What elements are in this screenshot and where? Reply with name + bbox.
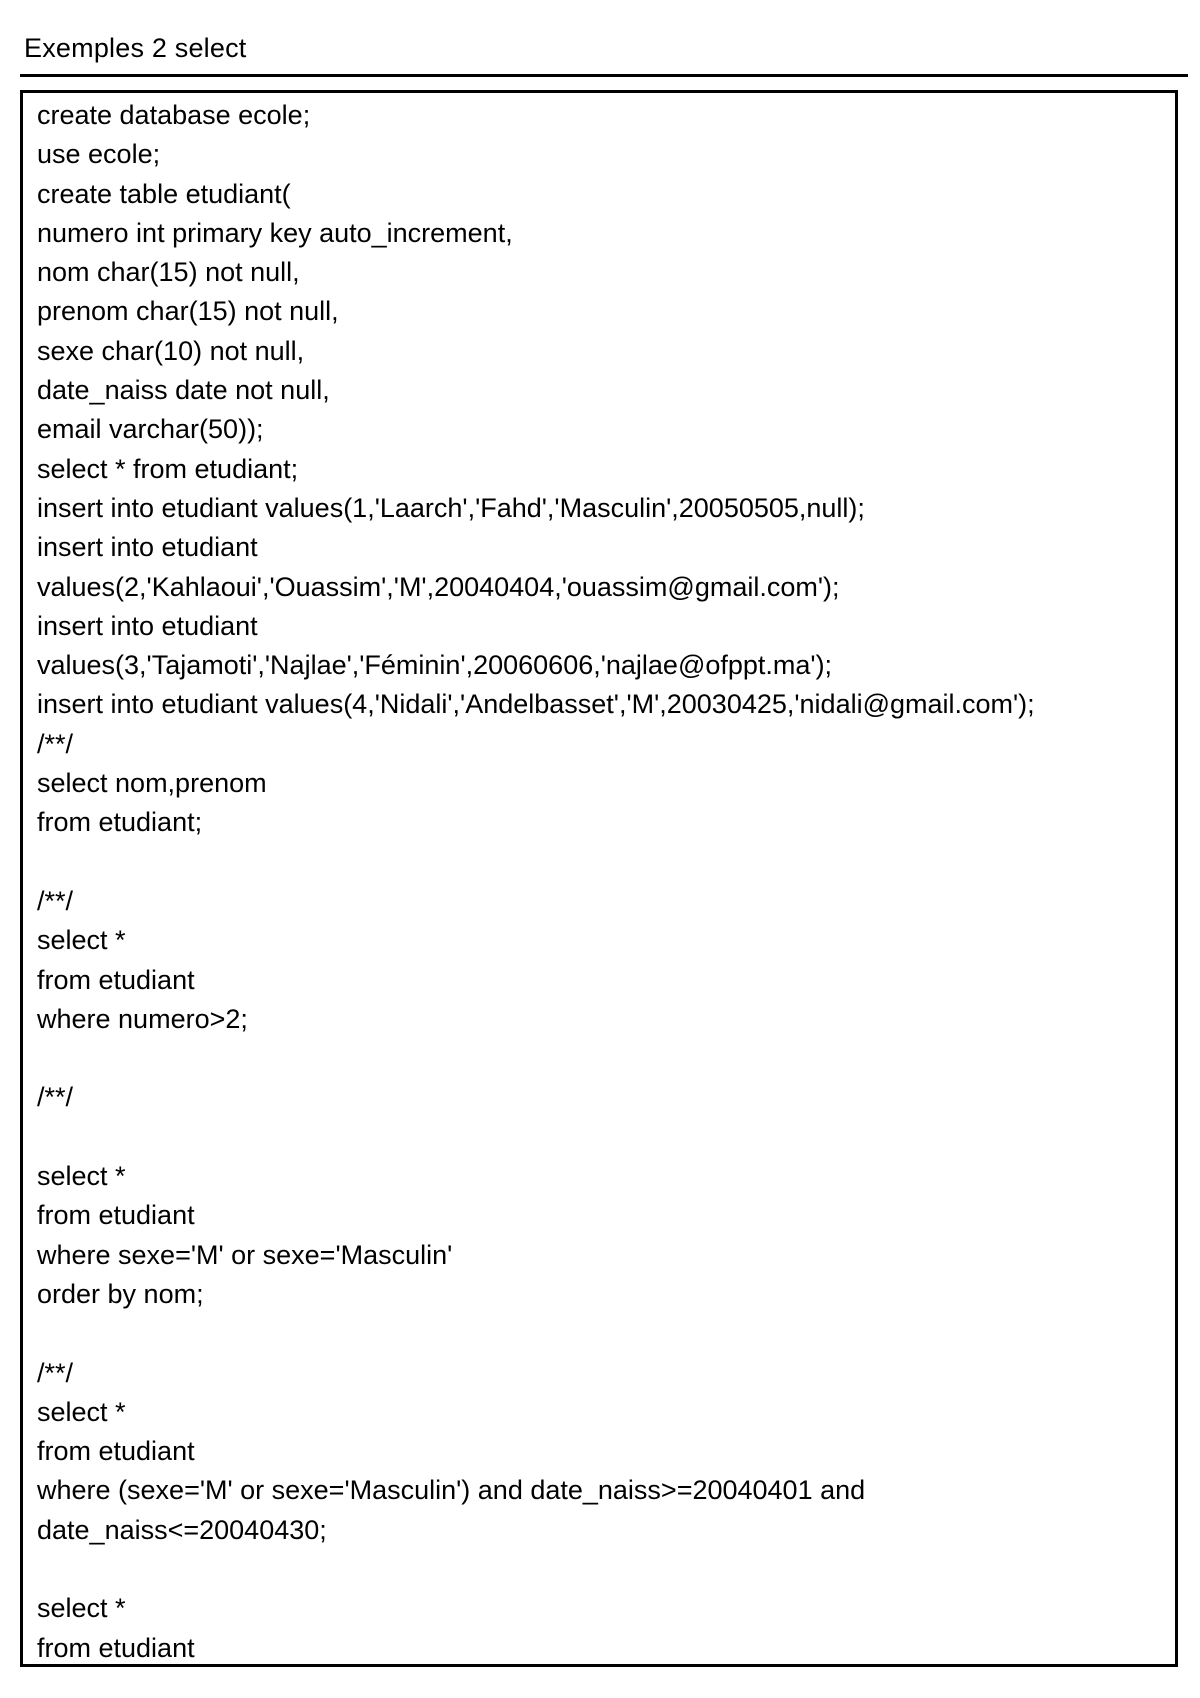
- code-line: values(3,'Tajamoti','Najlae','Féminin',20060606,'najlae@ofppt.ma');: [37, 650, 833, 681]
- code-line: select *: [37, 925, 126, 956]
- code-line: where (sexe='M' or sexe='Masculin') and date_naiss>=20040401 and: [37, 1475, 866, 1506]
- code-line: /**/: [37, 885, 74, 916]
- code-line: values(2,'Kahlaoui','Ouassim','M',20040404,'ouassim@gmail.com');: [37, 571, 840, 602]
- code-line: [37, 1118, 1035, 1157]
- code-line: insert into etudiant values(4,'Nidali','Andelbasset','M',20030425,'nidali@gmail.com');: [37, 689, 1035, 720]
- code-line: use ecole;: [37, 139, 161, 170]
- code-line: [37, 843, 1035, 882]
- page-header: [20, 28, 1188, 77]
- code-line: [37, 1550, 1035, 1589]
- code-line: select nom,prenom: [37, 768, 267, 799]
- code-line: from etudiant: [37, 1436, 195, 1467]
- code-line: create table etudiant(: [37, 178, 291, 209]
- code-lines: [37, 96, 1035, 1667]
- code-line: create database ecole;: [37, 100, 311, 130]
- code-line: insert into etudiant values(1,'Laarch','Fahd','Masculin',20050505,null);: [37, 492, 865, 523]
- code-line: select * from etudiant;: [37, 453, 299, 484]
- code-line: where sexe='M' or sexe='Masculin': [37, 1239, 453, 1270]
- code-line: from etudiant: [37, 1632, 195, 1663]
- code-line: [37, 1314, 1035, 1353]
- code-box: [20, 90, 1178, 1667]
- code-line: from etudiant: [37, 964, 195, 995]
- code-line: /**/: [37, 1357, 74, 1388]
- code-line: [37, 1039, 1035, 1078]
- code-line: prenom char(15) not null,: [37, 296, 339, 327]
- code-line: select *: [37, 1396, 126, 1427]
- code-line: from etudiant: [37, 1200, 195, 1231]
- page-title: Exemples 2 select: [24, 33, 247, 63]
- code-line: where numero>2;: [37, 1003, 248, 1034]
- code-line: /**/: [37, 728, 74, 759]
- code-line: date_naiss<=20040430;: [37, 1514, 327, 1545]
- code-line: from etudiant;: [37, 807, 203, 838]
- code-line: insert into etudiant: [37, 610, 258, 641]
- code-line: sexe char(10) not null,: [37, 335, 305, 366]
- code-line: /**/: [37, 1082, 74, 1113]
- code-line: nom char(15) not null,: [37, 257, 300, 288]
- code-line: numero int primary key auto_increment,: [37, 217, 513, 248]
- code-line: insert into etudiant: [37, 532, 258, 563]
- code-line: date_naiss date not null,: [37, 375, 330, 406]
- code-line: email varchar(50));: [37, 414, 264, 445]
- code-line: select *: [37, 1161, 126, 1192]
- code-line: order by nom;: [37, 1278, 204, 1309]
- code-line: select *: [37, 1593, 126, 1624]
